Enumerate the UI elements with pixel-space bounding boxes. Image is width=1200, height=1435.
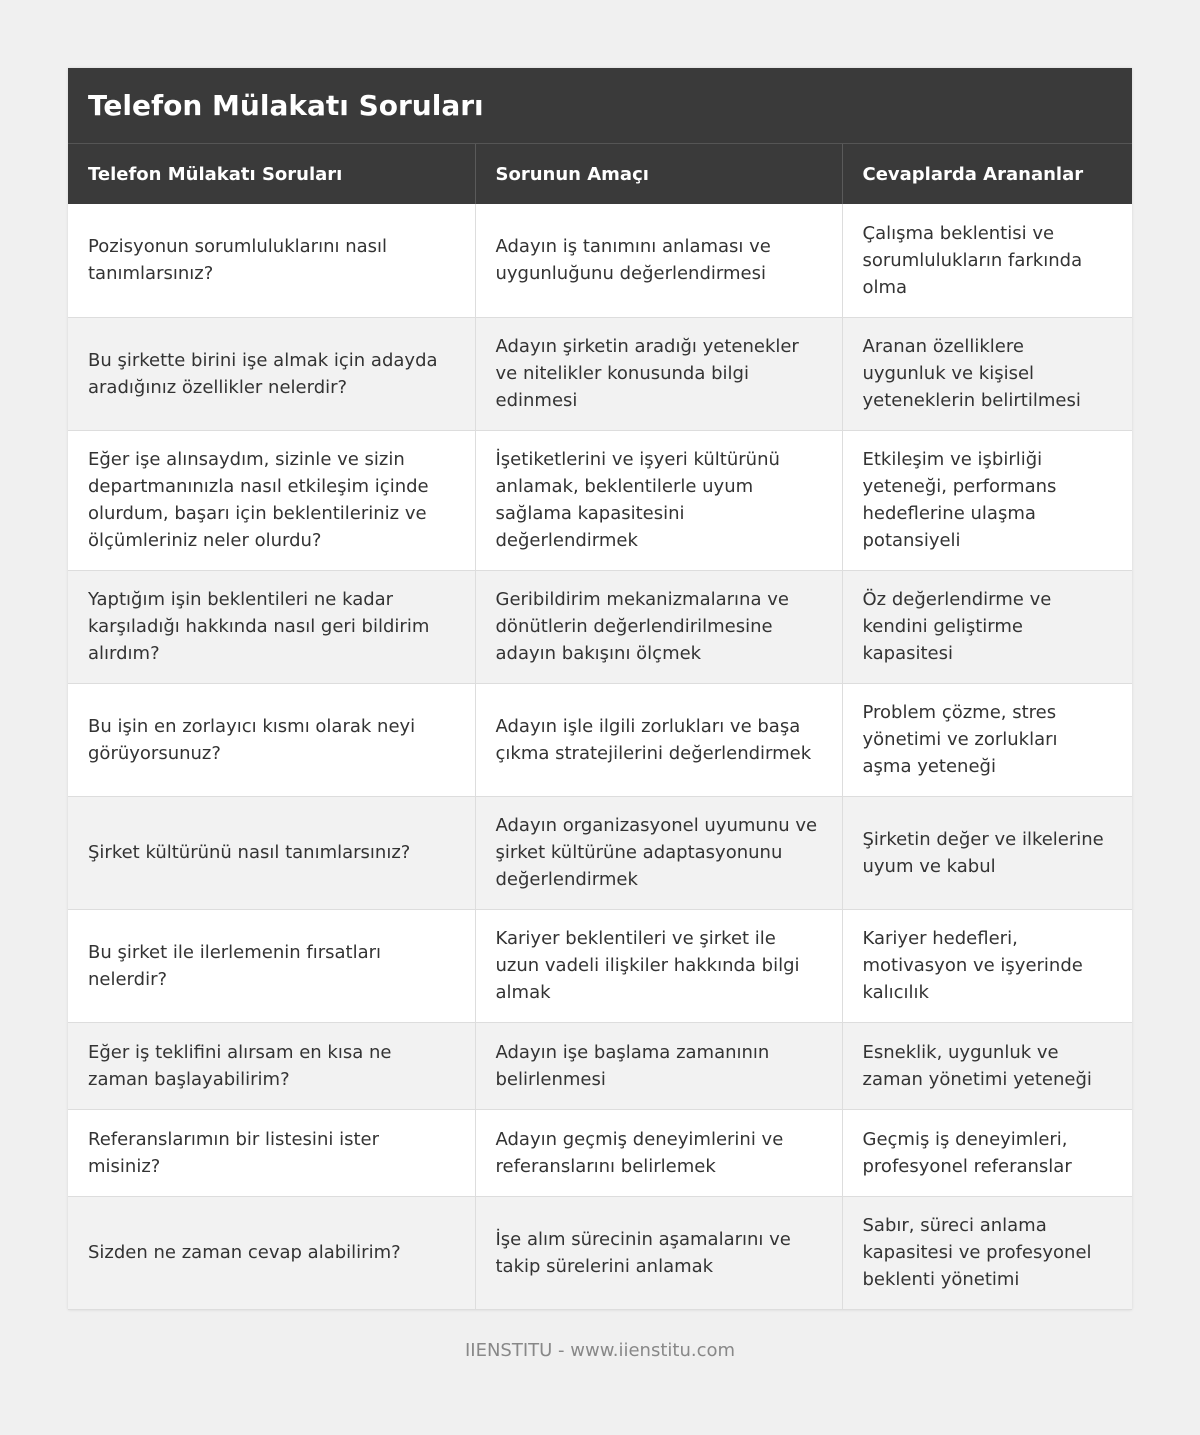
table-row bbox=[68, 1196, 1132, 1309]
expectation-cell: Çalışma beklentisi ve sorumlulukların farkında olma bbox=[842, 204, 1132, 317]
purpose-cell: Geribildirim mekanizmalarına ve dönütlerin değerlendirilmesine adayın bakışını ölçmek bbox=[475, 570, 842, 683]
questions-table-card bbox=[68, 68, 1132, 1310]
table-row bbox=[68, 204, 1132, 317]
table-header-row bbox=[68, 144, 1132, 204]
purpose-cell: Adayın işe başlama zamanının belirlenmesi bbox=[475, 1022, 842, 1109]
question-cell: Bu şirket ile ilerlemenin fırsatları nelerdir? bbox=[68, 909, 475, 1022]
table-row bbox=[68, 317, 1132, 430]
question-cell: Bu işin en zorlayıcı kısmı olarak neyi görüyorsunuz? bbox=[68, 683, 475, 796]
question-cell: Eğer işe alınsaydım, sizinle ve sizin departmanınızla nasıl etkileşim içinde olurdum, başarı için beklentileriniz ve ölçümleriniz neler olurdu? bbox=[68, 430, 475, 570]
expectation-cell: Kariyer hedefleri, motivasyon ve işyerinde kalıcılık bbox=[842, 909, 1132, 1022]
table-row bbox=[68, 1022, 1132, 1109]
column-header-expectations: Cevaplarda Arananlar bbox=[842, 144, 1132, 204]
table-row bbox=[68, 570, 1132, 683]
question-cell: Eğer iş teklifini alırsam en kısa ne zaman başlayabilirim? bbox=[68, 1022, 475, 1109]
expectation-cell: Öz değerlendirme ve kendini geliştirme kapasitesi bbox=[842, 570, 1132, 683]
table-row bbox=[68, 796, 1132, 909]
table-row bbox=[68, 909, 1132, 1022]
expectation-cell: Etkileşim ve işbirliği yeteneği, performans hedeflerine ulaşma potansiyeli bbox=[842, 430, 1132, 570]
table-row bbox=[68, 1109, 1132, 1196]
question-cell: Yaptığım işin beklentileri ne kadar karşıladığı hakkında nasıl geri bildirim alırdım? bbox=[68, 570, 475, 683]
purpose-cell: İşetiketlerini ve işyeri kültürünü anlamak, beklentilerle uyum sağlama kapasitesini değerlendirmek bbox=[475, 430, 842, 570]
purpose-cell: Adayın organizasyonel uyumunu ve şirket kültürüne adaptasyonunu değerlendirmek bbox=[475, 796, 842, 909]
expectation-cell: Problem çözme, stres yönetimi ve zorlukları aşma yeteneği bbox=[842, 683, 1132, 796]
table-row bbox=[68, 683, 1132, 796]
purpose-cell: Adayın işle ilgili zorlukları ve başa çıkma stratejilerini değerlendirmek bbox=[475, 683, 842, 796]
expectation-cell: Şirketin değer ve ilkelerine uyum ve kabul bbox=[842, 796, 1132, 909]
questions-table bbox=[68, 144, 1132, 1310]
table-row bbox=[68, 430, 1132, 570]
expectation-cell: Geçmiş iş deneyimleri, profesyonel referanslar bbox=[842, 1109, 1132, 1196]
question-cell: Şirket kültürünü nasıl tanımlarsınız? bbox=[68, 796, 475, 909]
question-cell: Bu şirkette birini işe almak için adayda aradığınız özellikler nelerdir? bbox=[68, 317, 475, 430]
question-cell: Sizden ne zaman cevap alabilirim? bbox=[68, 1196, 475, 1309]
footer-credit: IIENSTITU - www.iienstitu.com bbox=[464, 1340, 736, 1361]
table-title: Telefon Mülakatı Soruları bbox=[68, 68, 1132, 144]
column-header-purpose: Sorunun Amaçı bbox=[475, 144, 842, 204]
expectation-cell: Aranan özelliklere uygunluk ve kişisel yeteneklerin belirtilmesi bbox=[842, 317, 1132, 430]
expectation-cell: Esneklik, uygunluk ve zaman yönetimi yeteneği bbox=[842, 1022, 1132, 1109]
column-header-question: Telefon Mülakatı Soruları bbox=[68, 144, 475, 204]
question-cell: Referanslarımın bir listesini ister misiniz? bbox=[68, 1109, 475, 1196]
question-cell: Pozisyonun sorumluluklarını nasıl tanımlarsınız? bbox=[68, 204, 475, 317]
expectation-cell: Sabır, süreci anlama kapasitesi ve profesyonel beklenti yönetimi bbox=[842, 1196, 1132, 1309]
purpose-cell: İşe alım sürecinin aşamalarını ve takip sürelerini anlamak bbox=[475, 1196, 842, 1309]
purpose-cell: Adayın şirketin aradığı yetenekler ve nitelikler konusunda bilgi edinmesi bbox=[475, 317, 842, 430]
purpose-cell: Adayın geçmiş deneyimlerini ve referanslarını belirlemek bbox=[475, 1109, 842, 1196]
purpose-cell: Kariyer beklentileri ve şirket ile uzun vadeli ilişkiler hakkında bilgi almak bbox=[475, 909, 842, 1022]
purpose-cell: Adayın iş tanımını anlaması ve uygunluğunu değerlendirmesi bbox=[475, 204, 842, 317]
